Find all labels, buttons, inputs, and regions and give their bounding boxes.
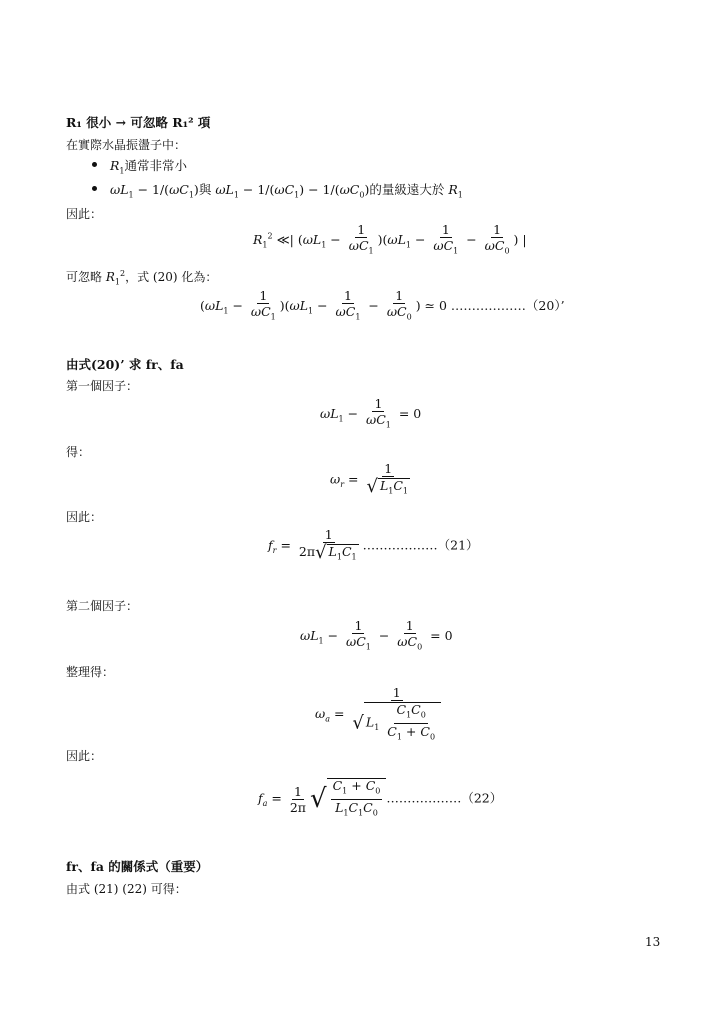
get-text: 得： — [66, 445, 91, 459]
section-heading-r1-small: R₁ 很小 → 可忽略 R₁² 項 — [66, 115, 211, 130]
second-factor-equation: $\omega L_1$ − $\frac{1}{\omega C_1}$ − $\frac{1}{\omega C_0}$ = 0 — [300, 618, 453, 652]
inequality-equation: $R_1^2$ ≪| ($\omega L_1$ − $\frac{1}{\omega C_1}$ )($\omega L_1$ − $\frac{1}{\omega C_1}$ − $\frac{1}{\omega C_0}$ ) | — [253, 222, 527, 256]
page-number: 13 — [645, 935, 661, 949]
equation-21: $f_r$ = $\frac{1}{2\pi√ L_1C_1}$ ………………（21） — [268, 527, 479, 563]
first-factor-text: 第一個因子： — [66, 379, 139, 393]
omega-a-equation: $\omega_a$ = 1 √ $L_1$ $\frac{C_1C_0}{C_1 + C_0}$ — [315, 686, 445, 743]
equation-20-prime: ($\omega L_1$ − $\frac{1}{\omega C_1}$ )($\omega L_1$ − $\frac{1}{\omega C_1}$ − $\frac{1}{\omega C_0}$ ) ≃ 0 ………………（20）’ — [200, 288, 565, 322]
from-equations-text: 由式 (21) (22) 可得： — [66, 882, 187, 896]
bullet-dot-icon — [92, 186, 97, 191]
ignore-text: 可忽略 $R_1^2$，式 (20) 化為： — [66, 269, 218, 287]
equation-22: $f_a$ = $\frac{1}{2\pi}$ √ $\frac{C_1 + C_0}{L_1C_1C_0}$ ………………（22） — [258, 778, 503, 817]
bullet-dot-icon — [92, 162, 97, 167]
therefore-text-1: 因此： — [66, 207, 103, 221]
therefore-text-2: 因此： — [66, 510, 103, 524]
intro-text: 在實際水晶振盪子中： — [66, 138, 187, 152]
bullet-item-1: $R_1$通常非常小 — [110, 158, 188, 176]
omega-r-equation: $\omega_r$ = $\frac{1}{√ L_1C_1}$ — [330, 461, 409, 497]
first-factor-equation: $\omega L_1$ − $\frac{1}{\omega C_1}$ = 0 — [320, 396, 422, 430]
therefore-text-3: 因此： — [66, 749, 103, 763]
section-heading-find-fr-fa: 由式(20)’ 求 fr、fa — [66, 357, 184, 372]
bullet-item-2: $\omega L_1 - 1/(\omega C_1)$與 $\omega L_1 - 1/(\omega C_1) - 1/(\omega C_0)$的量級遠大於 $R_1$ — [110, 182, 463, 200]
section-heading-fr-fa-relation: fr、fa 的關係式（重要） — [66, 859, 209, 874]
second-factor-text: 第二個因子： — [66, 599, 139, 613]
arrange-text: 整理得： — [66, 665, 115, 679]
